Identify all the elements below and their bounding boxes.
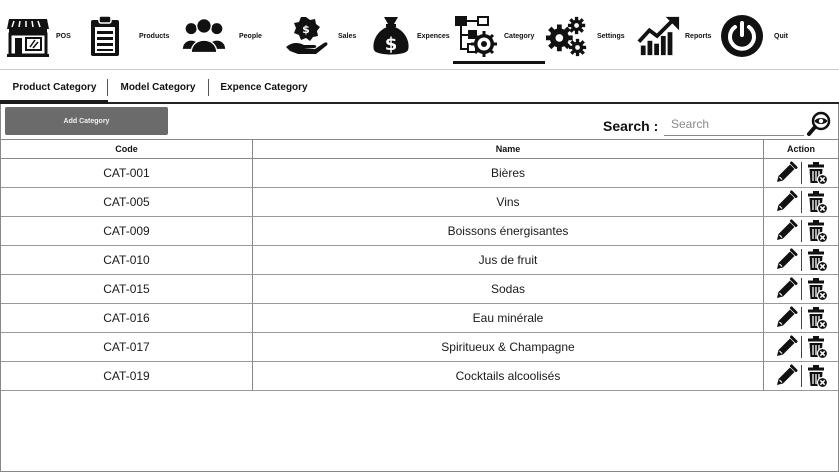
edit-icon[interactable] bbox=[774, 219, 798, 243]
delete-icon[interactable] bbox=[805, 364, 829, 388]
delete-icon[interactable] bbox=[805, 190, 829, 214]
store-icon bbox=[6, 14, 50, 58]
nav-active-indicator bbox=[453, 61, 545, 64]
cell-name: Jus de fruit bbox=[253, 246, 764, 274]
search-input[interactable] bbox=[664, 112, 804, 136]
edit-icon[interactable] bbox=[774, 277, 798, 301]
cell-code: CAT-015 bbox=[1, 275, 253, 303]
nav-item-settings[interactable] bbox=[545, 8, 625, 64]
nav-item-expences[interactable] bbox=[369, 8, 450, 64]
edit-icon[interactable] bbox=[774, 248, 798, 272]
cell-actions bbox=[764, 362, 838, 390]
cell-actions bbox=[764, 159, 838, 187]
cell-name: Eau minérale bbox=[253, 304, 764, 332]
cell-actions bbox=[764, 217, 838, 245]
cell-name: Spiritueux & Champagne bbox=[253, 333, 764, 361]
column-header-action: Action bbox=[787, 144, 815, 154]
edit-icon[interactable] bbox=[774, 161, 798, 185]
nav-item-category[interactable] bbox=[454, 8, 534, 64]
cell-actions bbox=[764, 304, 838, 332]
tab-model-category[interactable]: Model Category bbox=[120, 81, 196, 93]
table-row[interactable] bbox=[1, 246, 838, 275]
edit-icon[interactable] bbox=[774, 364, 798, 388]
power-icon bbox=[720, 14, 764, 58]
delete-icon[interactable] bbox=[805, 219, 829, 243]
nav-label: People bbox=[239, 32, 262, 40]
people-icon bbox=[182, 14, 226, 58]
nav-label: Reports bbox=[685, 32, 712, 40]
cell-code: CAT-016 bbox=[1, 304, 253, 332]
growth-chart-icon bbox=[637, 14, 681, 58]
nav-item-reports[interactable] bbox=[637, 8, 711, 64]
clipboard-icon bbox=[83, 14, 127, 58]
action-divider bbox=[801, 307, 802, 329]
nav-item-pos[interactable] bbox=[6, 8, 71, 64]
money-bag-icon bbox=[369, 14, 413, 58]
cell-code: CAT-005 bbox=[1, 188, 253, 216]
hand-money-icon bbox=[284, 14, 328, 58]
table-header bbox=[1, 140, 838, 159]
cell-name: Boissons énergisantes bbox=[253, 217, 764, 245]
delete-icon[interactable] bbox=[805, 248, 829, 272]
action-divider bbox=[801, 220, 802, 242]
cell-actions bbox=[764, 246, 838, 274]
cell-name: Sodas bbox=[253, 275, 764, 303]
nav-label: Products bbox=[139, 32, 170, 40]
search-icon[interactable] bbox=[807, 111, 831, 137]
delete-icon[interactable] bbox=[805, 277, 829, 301]
nav-label: Expences bbox=[417, 32, 450, 40]
category-table bbox=[0, 140, 839, 391]
gears-icon bbox=[545, 14, 589, 58]
nav-item-products[interactable] bbox=[83, 8, 169, 64]
action-divider bbox=[801, 336, 802, 358]
category-tabs bbox=[0, 76, 839, 98]
action-divider bbox=[801, 278, 802, 300]
search-label: Search : bbox=[603, 118, 659, 134]
action-divider bbox=[801, 249, 802, 271]
cell-name: Bières bbox=[253, 159, 764, 187]
category-gear-icon bbox=[454, 14, 498, 58]
table-row[interactable] bbox=[1, 333, 838, 362]
table-body bbox=[1, 159, 838, 391]
cell-name: Cocktails alcoolisés bbox=[253, 362, 764, 390]
table-row[interactable] bbox=[1, 304, 838, 333]
table-row[interactable] bbox=[1, 159, 838, 188]
nav-label: Quit bbox=[774, 32, 788, 40]
tab-divider bbox=[107, 79, 108, 96]
nav-label: Settings bbox=[597, 32, 625, 40]
nav-label: Sales bbox=[338, 32, 357, 40]
cell-code: CAT-001 bbox=[1, 159, 253, 187]
nav-item-sales[interactable] bbox=[284, 8, 356, 64]
cell-code: CAT-019 bbox=[1, 362, 253, 390]
nav-label: Category bbox=[504, 32, 535, 40]
action-divider bbox=[801, 365, 802, 387]
table-row[interactable] bbox=[1, 188, 838, 217]
table-row[interactable] bbox=[1, 275, 838, 304]
edit-icon[interactable] bbox=[774, 306, 798, 330]
table-empty-area bbox=[0, 390, 839, 472]
cell-code: CAT-009 bbox=[1, 217, 253, 245]
edit-icon[interactable] bbox=[774, 190, 798, 214]
cell-code: CAT-017 bbox=[1, 333, 253, 361]
svg-text:$: $ bbox=[302, 23, 310, 36]
column-header-code: Code bbox=[1, 140, 253, 158]
cell-actions bbox=[764, 275, 838, 303]
table-row[interactable] bbox=[1, 362, 838, 391]
nav-item-people[interactable] bbox=[182, 8, 262, 64]
category-toolbar bbox=[0, 104, 839, 140]
cell-actions bbox=[764, 188, 838, 216]
edit-icon[interactable] bbox=[774, 335, 798, 359]
cell-code: CAT-010 bbox=[1, 246, 253, 274]
svg-text:$: $ bbox=[384, 34, 398, 55]
cell-actions bbox=[764, 333, 838, 361]
cell-name: Vins bbox=[253, 188, 764, 216]
main-navigation bbox=[0, 0, 839, 70]
nav-label: POS bbox=[56, 32, 71, 40]
delete-icon[interactable] bbox=[805, 161, 829, 185]
tab-product-category[interactable]: Product Category bbox=[12, 81, 97, 93]
delete-icon[interactable] bbox=[805, 335, 829, 359]
delete-icon[interactable] bbox=[805, 306, 829, 330]
nav-item-quit[interactable] bbox=[720, 8, 788, 64]
add-category-button[interactable]: Add Category bbox=[5, 107, 168, 135]
action-divider bbox=[801, 191, 802, 213]
tab-expence-category[interactable]: Expence Category bbox=[220, 81, 308, 93]
action-divider bbox=[801, 162, 802, 184]
table-row[interactable] bbox=[1, 217, 838, 246]
tab-divider bbox=[208, 79, 209, 96]
column-header-name: Name bbox=[253, 140, 764, 158]
